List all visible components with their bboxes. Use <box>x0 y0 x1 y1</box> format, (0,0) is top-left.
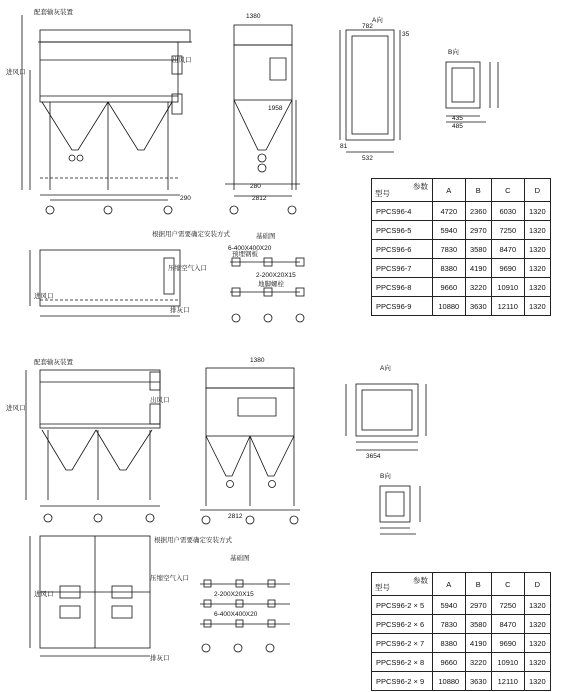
value-cell: 3630 <box>465 672 491 691</box>
inlet-label-top: 进风口 <box>6 69 26 76</box>
model-cell: PPCS96-8 <box>372 278 433 297</box>
table-row <box>372 278 551 297</box>
dim-290-top: 290 <box>180 195 191 202</box>
top-note-label: 配套输灰装置 <box>34 9 73 16</box>
value-cell: 8380 <box>433 259 466 278</box>
dim-2812-bottom: 2812 <box>228 513 243 520</box>
compressed-air-label-bottom: 压缩空气入口 <box>150 575 189 582</box>
foundation-label-bottom: 基础图 <box>230 555 250 562</box>
value-cell: 1320 <box>524 278 550 297</box>
table-2-model-header: 型号 <box>375 583 390 592</box>
value-cell: 4190 <box>465 634 491 653</box>
table-row <box>372 259 551 278</box>
value-cell: 9690 <box>491 259 524 278</box>
model-cell: PPCS96-2 × 7 <box>372 634 433 653</box>
value-cell: 8470 <box>491 240 524 259</box>
value-cell: 1320 <box>524 259 550 278</box>
dim-485-top: 485 <box>452 123 463 130</box>
table-2-body <box>372 596 551 691</box>
table-2-col-c: C <box>491 573 524 596</box>
bolt-note-top: 地脚螺栓 <box>258 281 284 288</box>
view-a-label-top: A向 <box>372 17 383 24</box>
model-cell: PPCS96-5 <box>372 221 433 240</box>
value-cell: 1320 <box>524 615 550 634</box>
value-cell: 1320 <box>524 672 550 691</box>
table-row <box>372 297 551 316</box>
dim-532-top: 532 <box>362 155 373 162</box>
table-1-param-header: 参数 <box>413 182 428 191</box>
model-cell: PPCS96-4 <box>372 202 433 221</box>
bottom-front-elevation <box>26 370 160 522</box>
dim-435-top: 435 <box>452 115 463 122</box>
value-cell: 9690 <box>491 634 524 653</box>
value-cell: 2970 <box>465 596 491 615</box>
model-cell: PPCS96-2 × 6 <box>372 615 433 634</box>
table-row <box>372 634 551 653</box>
value-cell: 1320 <box>524 240 550 259</box>
value-cell: 1320 <box>524 596 550 615</box>
value-cell: 7250 <box>491 596 524 615</box>
value-cell: 3220 <box>465 278 491 297</box>
dim-35-top: 35 <box>402 31 410 38</box>
table-row <box>372 240 551 259</box>
value-cell: 2970 <box>465 221 491 240</box>
table-2-col-d: D <box>524 573 550 596</box>
value-cell: 1320 <box>524 297 550 316</box>
model-cell: PPCS96-7 <box>372 259 433 278</box>
top-view-a <box>340 30 400 152</box>
anchor-note-top: 预埋钢板 <box>232 251 258 258</box>
value-cell: 12110 <box>491 672 524 691</box>
value-cell: 5940 <box>433 221 466 240</box>
table-1-body <box>372 202 551 316</box>
dim-1958-top: 1958 <box>268 105 283 112</box>
value-cell: 3630 <box>465 297 491 316</box>
compressed-air-label-top: 压缩空气入口 <box>168 265 207 272</box>
value-cell: 1320 <box>524 653 550 672</box>
model-cell: PPCS96-6 <box>372 240 433 259</box>
table-row <box>372 596 551 615</box>
value-cell: 5940 <box>433 596 466 615</box>
model-cell: PPCS96-2 × 5 <box>372 596 433 615</box>
bottom-view-b <box>380 486 420 534</box>
table-row <box>372 202 551 221</box>
table-row <box>372 653 551 672</box>
value-cell: 10910 <box>491 278 524 297</box>
table-row <box>372 672 551 691</box>
value-cell: 7830 <box>433 615 466 634</box>
value-cell: 8380 <box>433 634 466 653</box>
value-cell: 12110 <box>491 297 524 316</box>
table-1-col-a: A <box>433 179 466 202</box>
table-2-corner <box>372 573 433 596</box>
value-cell: 1320 <box>524 202 550 221</box>
dim-3654-bottom: 3654 <box>366 453 381 460</box>
table-1-col-d: D <box>524 179 550 202</box>
table-row <box>372 615 551 634</box>
value-cell: 9660 <box>433 653 466 672</box>
value-cell: 1320 <box>524 634 550 653</box>
top-side-elevation <box>225 25 300 214</box>
value-cell: 1320 <box>524 221 550 240</box>
ash-outlet-label-top: 排灰口 <box>170 307 190 314</box>
table-2-col-a: A <box>433 573 466 596</box>
value-cell: 4720 <box>433 202 466 221</box>
top-note-label-bottom: 配套输灰装置 <box>34 359 73 366</box>
value-cell: 10910 <box>491 653 524 672</box>
dim-782-top: 782 <box>362 23 373 30</box>
table-1-col-b: B <box>465 179 491 202</box>
model-cell: PPCS96-9 <box>372 297 433 316</box>
top-foundation <box>230 258 304 322</box>
value-cell: 9660 <box>433 278 466 297</box>
dim-81-top: 81 <box>340 143 348 150</box>
model-cell: PPCS96-2 × 8 <box>372 653 433 672</box>
parameter-table-1 <box>371 178 551 316</box>
view-b-label-bottom: B向 <box>380 473 391 480</box>
value-cell: 3220 <box>465 653 491 672</box>
inlet-label-plan-top: 进风口 <box>34 293 54 300</box>
dim-2812-top: 2812 <box>252 195 267 202</box>
parameter-table-2 <box>371 572 551 691</box>
foundation-label-top: 基础图 <box>256 233 276 240</box>
inlet-label-plan-bottom: 进风口 <box>34 591 54 598</box>
dim-280-top: 280 <box>250 183 261 190</box>
value-cell: 7830 <box>433 240 466 259</box>
outlet-label-top: 出风口 <box>172 57 192 64</box>
anchor-spec-bottom: 6-400X400X20 <box>214 611 258 618</box>
top-view-b <box>446 62 498 122</box>
table-row <box>372 221 551 240</box>
table-2-col-b: B <box>465 573 491 596</box>
value-cell: 6030 <box>491 202 524 221</box>
dim-1380-top: 1380 <box>246 13 261 20</box>
bottom-side-elevation <box>200 368 300 524</box>
value-cell: 2360 <box>465 202 491 221</box>
rear-note-top: 根据用户需要确定安装方式 <box>152 231 230 238</box>
outlet-label-bottom: 出风口 <box>150 397 170 404</box>
value-cell: 8470 <box>491 615 524 634</box>
view-a-label-bottom: A向 <box>380 365 391 372</box>
view-b-label-top: B向 <box>448 49 459 56</box>
bolt-spec-bottom: 2-200X20X15 <box>214 591 254 598</box>
table-1-col-c: C <box>491 179 524 202</box>
dim-1380-bottom: 1380 <box>250 357 265 364</box>
table-1-corner <box>372 179 433 202</box>
value-cell: 10880 <box>433 297 466 316</box>
bottom-view-a <box>346 384 426 450</box>
table-2-param-header: 参数 <box>413 576 428 585</box>
value-cell: 7250 <box>491 221 524 240</box>
bolt-spec-top: 2-200X20X15 <box>256 272 296 279</box>
anchor-spec-top: 6-400X400X20 <box>228 245 272 252</box>
table-1-model-header: 型号 <box>375 189 390 198</box>
value-cell: 3580 <box>465 240 491 259</box>
inlet-label-bottom: 进风口 <box>6 405 26 412</box>
ash-outlet-label-bottom: 排灰口 <box>150 655 170 662</box>
rear-note-bottom: 根据用户需要确定安装方式 <box>154 537 232 544</box>
top-plan-view <box>30 250 180 316</box>
value-cell: 3580 <box>465 615 491 634</box>
value-cell: 10880 <box>433 672 466 691</box>
top-front-elevation <box>22 15 192 214</box>
value-cell: 4190 <box>465 259 491 278</box>
model-cell: PPCS96-2 × 9 <box>372 672 433 691</box>
